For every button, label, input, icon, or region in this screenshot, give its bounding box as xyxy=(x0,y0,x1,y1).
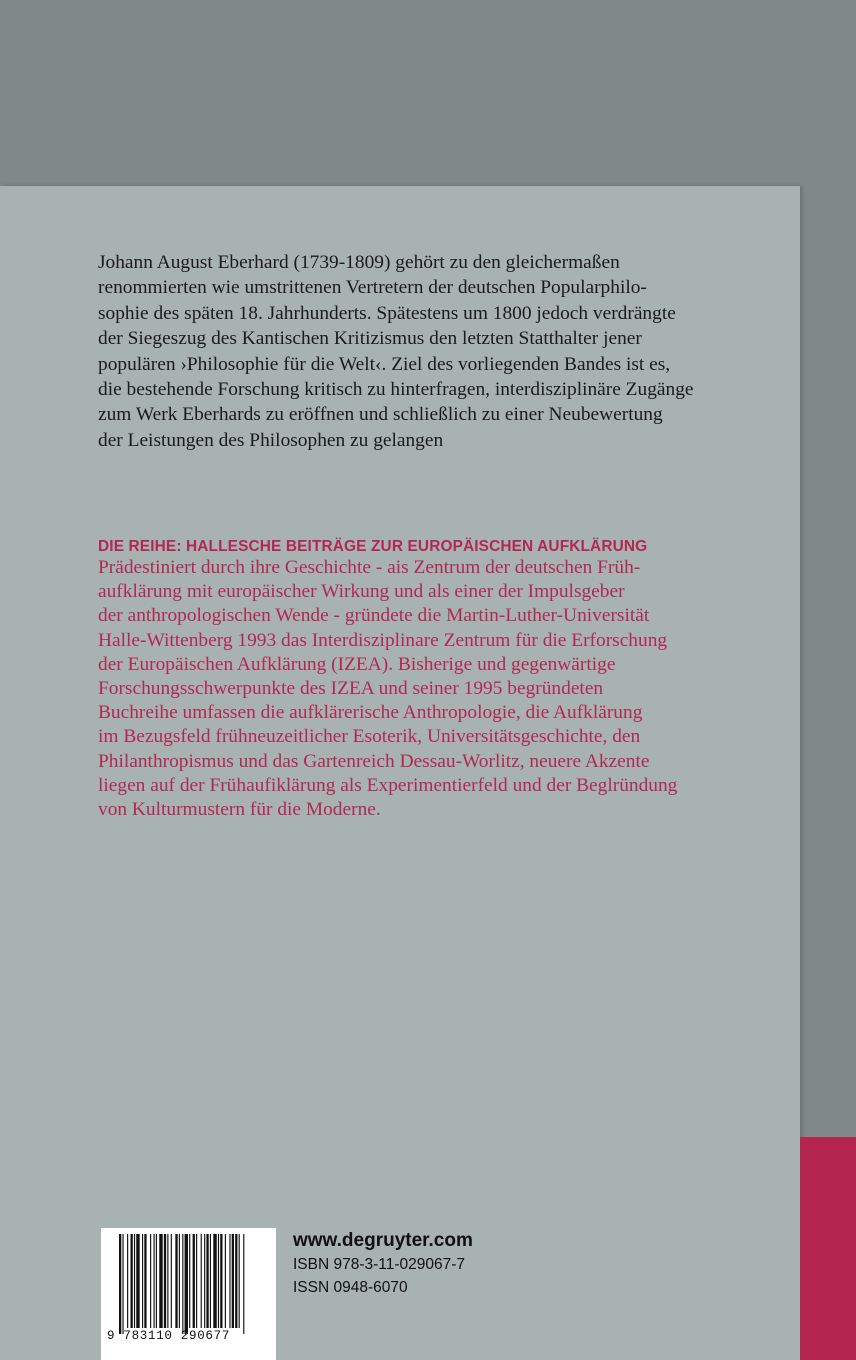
barcode-bar xyxy=(119,1234,121,1334)
barcode-bar xyxy=(122,1234,123,1334)
barcode-bar xyxy=(189,1234,190,1328)
barcode-bar xyxy=(131,1234,133,1328)
series-line: von Kulturmustern für die Moderne. xyxy=(98,799,381,821)
barcode-bar xyxy=(206,1234,208,1328)
barcode-bar xyxy=(196,1234,197,1328)
barcode-bar xyxy=(210,1234,211,1328)
barcode-bar xyxy=(213,1234,216,1328)
issn-number: ISSN 0948-6070 xyxy=(293,1279,408,1296)
series-line: Forschungsschwerpunkte des IZEA und seiner 1995 begründeten xyxy=(98,678,604,700)
barcode-bar xyxy=(179,1234,180,1328)
barcode-bar xyxy=(167,1234,168,1328)
accent-stripe xyxy=(800,1137,856,1360)
barcode-bar xyxy=(159,1234,162,1328)
description-line: sophie des späten 18. Jahrhunderts. Spätestens um 1800 jedoch verdrängte xyxy=(98,302,676,324)
barcode-bar xyxy=(232,1234,234,1328)
description-line: renommierten wie umstrittenen Vertretern der deutschen Popularphilo- xyxy=(98,277,647,299)
series-line: der Europäischen Aufklärung (IZEA). Bisherige und gegenwärtige xyxy=(98,653,616,675)
barcode-bar xyxy=(156,1234,157,1328)
barcode-bar xyxy=(164,1234,166,1328)
description-line: zum Werk Eberhards zu eröffnen und schließlich zu einer Neubewertung xyxy=(98,404,663,426)
barcode-bar xyxy=(136,1234,139,1328)
barcode-bar xyxy=(225,1234,226,1328)
barcode-bar xyxy=(193,1234,195,1328)
isbn-barcode xyxy=(101,1228,276,1360)
barcode-bar xyxy=(229,1234,230,1328)
barcode-bar xyxy=(150,1234,151,1328)
isbn-number: ISBN 978-3-11-029067-7 xyxy=(293,1256,466,1273)
description-line: der Leistungen des Philosophen zu gelangen xyxy=(98,429,444,451)
barcode-bar xyxy=(134,1234,135,1328)
series-heading: DIE REIHE: HALLESCHE BEITRÄGE ZUR EUROPÄISCHEN AUFKLÄRUNG xyxy=(98,538,648,555)
series-line: aufklärung mit europäischer Wirkung und als einer der Impulsgeber xyxy=(98,581,625,603)
publisher-url: www.degruyter.com xyxy=(293,1230,473,1251)
description-line: populären ›Philosophie für die Welt‹. Ziel des vorliegenden Bandes ist es, xyxy=(98,353,671,375)
series-line: Buchreihe umfassen die aufklärerische Anthropologie, die Aufklärung xyxy=(98,702,643,724)
barcode-bar xyxy=(220,1234,222,1328)
barcode-bar xyxy=(144,1234,146,1328)
barcode-bar xyxy=(171,1234,172,1328)
series-description xyxy=(98,556,738,822)
series-line: Prädestiniert durch ihre Geschichte - ais Zentrum der deutschen Früh- xyxy=(98,557,641,578)
barcode-bar xyxy=(218,1234,219,1328)
barcode-bar xyxy=(182,1234,183,1334)
barcode-bar xyxy=(185,1234,188,1334)
barcode-digits: 9 783110 290677 xyxy=(107,1329,231,1343)
barcode-bar xyxy=(201,1234,202,1328)
book-description xyxy=(98,250,738,453)
series-line: Philanthropismus und das Gartenreich Dessau-Worlitz, neuere Akzente xyxy=(98,750,650,772)
description-line: die bestehende Forschung kritisch zu hinterfragen, interdisziplinäre Zugänge xyxy=(98,379,694,401)
barcode-bar xyxy=(175,1234,177,1328)
barcode-bar xyxy=(154,1234,155,1328)
barcode-bar xyxy=(243,1234,244,1334)
barcode-bar xyxy=(142,1234,143,1328)
barcode-bar xyxy=(235,1234,237,1328)
barcode-bar xyxy=(127,1234,128,1328)
series-line: Halle-Wittenberg 1993 das Interdisziplinare Zentrum für die Erforschung xyxy=(98,629,668,651)
barcode-bar xyxy=(204,1234,205,1328)
series-line: liegen auf der Frühaufiklärung als Experimentierfeld und der Beglründung xyxy=(98,774,678,796)
series-line: der anthropologischen Wende - gründete die Martin-Luther-Universität xyxy=(98,605,650,627)
description-line: Johann August Eberhard (1739-1809) gehört zu den gleichermaßen xyxy=(98,252,620,273)
description-line: der Siegeszug des Kantischen Kritizismus den letzten Statthalter jener xyxy=(98,328,642,350)
publisher-info xyxy=(293,1229,473,1299)
barcode-bar xyxy=(239,1234,240,1328)
series-line: im Bezugsfeld frühneuzeitlicher Esoterik, Universitätsgeschichte, den xyxy=(98,726,641,748)
